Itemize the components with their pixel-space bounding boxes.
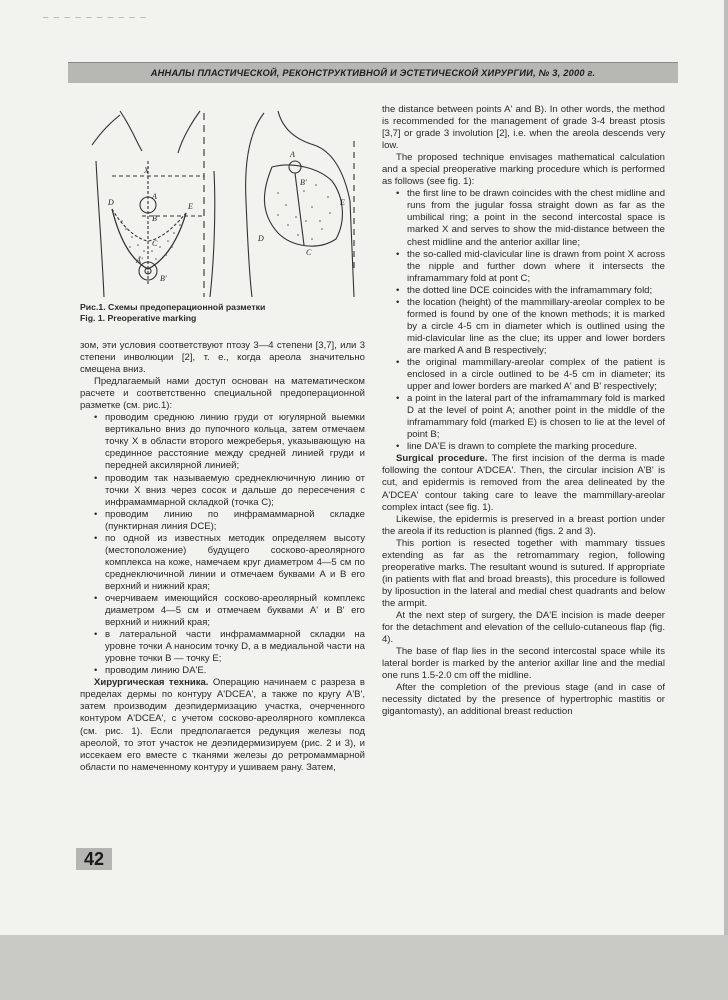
- label-b-prime: B': [160, 274, 167, 283]
- right-column: [382, 104, 665, 718]
- label-right-a: A: [290, 150, 295, 159]
- right-paragraph-after: After the completion of the previous stage (and in case of necessity dictated by the presence of hypertrophic mastitis or gigantomasty), an additional breast reduction: [382, 682, 665, 718]
- label-a: A: [152, 192, 157, 201]
- figure-1-diagram: [82, 101, 372, 301]
- left-surgical-paragraph: [80, 677, 365, 773]
- left-surgical-heading: Хирургическая техника.: [94, 677, 209, 689]
- left-shoulder-line: [92, 115, 120, 145]
- inframammary-fold: [112, 209, 186, 241]
- label-x: X: [144, 166, 149, 175]
- left-body-side: [96, 161, 104, 297]
- right-paragraph-flap-base: The base of flap lies in the second intercostal space while its lateral border is marked by the anterior axillar line and the medial one runs 1.5-2.0 cm off the midline.: [382, 646, 665, 682]
- right-surgical-text: The first incision of the derma is made following the contour A'DCEA'. Then, the circular incision A'B' is cut, and epidermis is removed from the area delineated by the A'DCEA' contour taking care to leave the mammillary-areolar complex intact (see fig. 1).: [382, 453, 665, 513]
- right-torso-outline: [246, 113, 264, 297]
- right-paragraph-next-step: At the next step of surgery, the DA'E incision is made deeper for the detachment and elevation of the cellulo-cutaneous flap (fig. 4).: [382, 609, 665, 646]
- scan-background: [0, 935, 728, 1000]
- right-surgical-paragraph: [382, 453, 665, 513]
- list-item: • в латеральной части инфрамаммарной складки на уровне точки A наносим точку D, а в медиальной части на уровне точки B — точку E;: [94, 629, 365, 665]
- list-item: • проводим линию DA'E.: [94, 665, 365, 677]
- list-item: • line DA'E is drawn to complete the marking procedure.: [396, 441, 665, 453]
- page-number: 42: [76, 848, 112, 870]
- right-marking-list: [382, 188, 665, 453]
- label-b: B: [152, 214, 157, 223]
- left-torso-outline: [120, 111, 200, 153]
- list-item: • по одной из известных методик определяем высоту (местоположение) будущего сосково-ареолярного комплекса на коже, намечаем круг диаметром 4—5 см по среднеключичной линии и отмечаем буквами A и B его верхний и нижний края;: [94, 533, 365, 593]
- label-e: E: [188, 202, 193, 211]
- label-right-c: C: [306, 248, 312, 257]
- right-paragraph-1: the distance between points A' and B). In other words, the method is recommended for the management of grade 3-4 breast ptosis [3,7] or grade 3 involution [2], i.e. when the areola descends very low.: [382, 104, 665, 152]
- list-item: • a point in the lateral part of the inframammary fold is marked D at the level of point A; another point in the middle of the inframammary fold (marked E) is chosen to lie at the level of point B;: [396, 393, 665, 441]
- label-c: C: [152, 239, 158, 248]
- list-item: • проводим среднюю линию груди от югулярной выемки вертикально вниз до пупочного кольца, затем отмечаем точку X в области второго межреберья, указывающую на срединное расстояние между средней линией груди и передней аксилярной линией;: [94, 412, 365, 472]
- list-item: • the so-called mid-clavicular line is drawn from point X across the nipple and further down where it intersects the inframammary fold at pont C;: [396, 249, 665, 285]
- list-item: • the original mammillary-areolar complex of the patient is enclosed in a circle outlined to be 4-5 cm in diameter; its upper and lower borders are marked A' and B' respectively;: [396, 357, 665, 393]
- label-right-d: D: [258, 234, 264, 243]
- breast-flap-contour: [112, 209, 186, 269]
- label-right-b-prime: B': [300, 178, 307, 187]
- list-item: • очерчиваем имеющийся сосково-ареолярный комплекс диаметром 4—5 см и отмечаем буквами A' и B' его верхний и нижний края;: [94, 593, 365, 629]
- left-paragraph-1: зом, эти условия соответствуют птозу 3—4 степени [3,7], или 3 степени инволюции [2], т. е., когда ареола значительно смещена вниз.: [80, 340, 365, 376]
- corner-mark: _ _ _ _ _ _ _ _ _ _: [43, 10, 146, 20]
- list-item: • проводим линию по инфрамаммарной складке (пунктирная линия DCE);: [94, 509, 365, 533]
- list-item: • the location (height) of the mammillary-areolar complex to be formed is found by one of the known methods; it is marked by a circle 4-5 cm in diameter which is outlined using the mid-clavicular line as the clue; its upper and lower borders are marked A and B respectively;: [396, 297, 665, 357]
- list-item: • the dotted line DCE coincides with the inframammary fold;: [396, 285, 665, 297]
- label-a-prime: A': [136, 256, 143, 265]
- left-surgical-text: Операцию начинаем с разреза в пределах дермы по контуру A'DCEA', а также по кругу A'B', затем производим деэпидермизацию участка, очерченного контуром A'DCEA', с учетом сосково-ареолярного комплекса (см. рис. 1). Если предполагается редукция железы под ареолой, то этот участок не деэпидермизируем (рис. 2 и 3), и иссекаем его вместе с тканями железы до ретромаммарной области по намеченному контуру и ушиваем рану. Затем,: [80, 677, 365, 773]
- label-right-e: E: [340, 198, 345, 207]
- label-d: D: [108, 198, 114, 207]
- right-areola-circle: [289, 161, 301, 173]
- left-column: [80, 340, 365, 774]
- right-paragraph-portion: This portion is resected together with mammary tissues extending as far as the retromammary region, following preoperative marks. The resultant wound is sutured. If appropriate (in patients with flat and broad breasts), this procedure is followed by liposuction in the lateral and medial chest quadrants and below the armpit.: [382, 537, 665, 609]
- list-item: • проводим так называемую среднеключичную линию от точки X вниз через сосок и дальше до пересечения с инфрамаммарной складкой (точка C);: [94, 473, 365, 509]
- right-surgical-heading: Surgical procedure.: [396, 453, 488, 465]
- left-body-side-right: [210, 171, 215, 297]
- list-item: • the first line to be drawn coincides with the chest midline and runs from the jugular fossa straight down as far as the umbilical ring; a point in the second intercostal space is marked X and serves to show the mid-distance between the chest midline and the anterior axillar line;: [396, 188, 665, 248]
- caption-ru: Рис.1. Схемы предоперационной разметки: [80, 302, 266, 312]
- figure-caption: [80, 302, 370, 324]
- right-paragraph-2: The proposed technique envisages mathematical calculation and a special preoperative marking procedure which is performed as follows (see fig. 1):: [382, 152, 665, 188]
- left-marking-list: [80, 412, 365, 677]
- running-header: АННАЛЫ ПЛАСТИЧЕСКОЙ, РЕКОНСТРУКТИВНОЙ И ЭСТЕТИЧЕСКОЙ ХИРУРГИИ, № 3, 2000 г.: [68, 62, 678, 83]
- left-paragraph-2: Предлагаемый нами доступ основан на математическом расчете и соответственно специальной предоперационной разметке (см. рис.1):: [80, 376, 365, 412]
- right-paragraph-likewise: Likewise, the epidermis is preserved in a breast portion under the areola if its reduction is planned (figs. 2 and 3).: [382, 513, 665, 537]
- caption-en: Fig. 1. Preoperative marking: [80, 313, 197, 323]
